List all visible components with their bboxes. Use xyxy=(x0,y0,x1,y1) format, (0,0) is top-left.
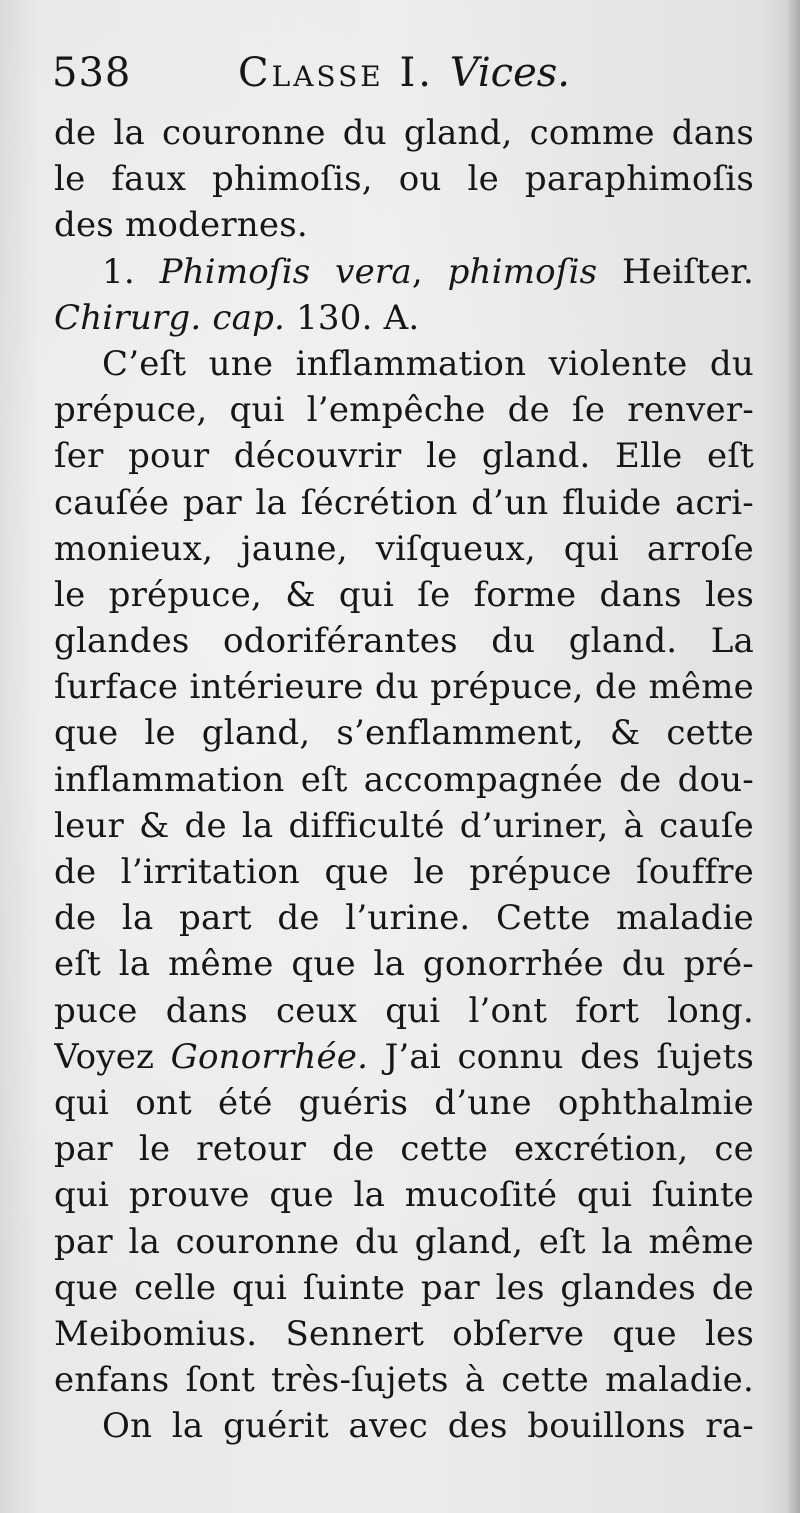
text-line: inflammation eſt accompagnée de dou- xyxy=(54,759,754,800)
citation-ref: 130. A. xyxy=(285,297,420,338)
text-line: le faux phimoſis, ou le paraphimoſis xyxy=(54,159,754,200)
text-line: prépuce, qui l’empêche de ſe renver- xyxy=(54,390,754,431)
numbered-item: 1. xyxy=(102,251,160,292)
text-line: que le gland, s’enflamment, & cette xyxy=(54,713,754,754)
text-line: Meibomius. Sennert obſerve que les xyxy=(54,1313,754,1354)
text-line-voyez xyxy=(54,1034,754,1080)
text-line: puce dans ceux qui l’ont fort long. xyxy=(54,990,754,1031)
text-line: qui prouve que la mucoſité qui ſuinte xyxy=(54,1175,754,1216)
latin-term: phimoſis xyxy=(447,251,598,292)
text-line: enfans ſont très-ſujets à cette maladie. xyxy=(54,1360,754,1401)
text-line: On la guérit avec des bouillons ra- xyxy=(102,1406,754,1447)
text-line: eſt la même que la gonorrhée du pré- xyxy=(54,944,754,985)
text-line: de l’irritation que le prépuce ſouffre xyxy=(54,852,754,892)
citation-work: Chirurg. cap. xyxy=(54,297,286,338)
text-line: glandes odoriférantes du gland. La xyxy=(54,621,754,662)
text-line: leur & de la difficulté d’uriner, à cauſe xyxy=(54,805,754,846)
text-fragment: J’ai connu des ſujets xyxy=(368,1036,754,1077)
text-line-citation xyxy=(54,295,754,341)
text-line: de la part de l’urine. Cette maladie xyxy=(54,898,754,939)
text-fragment: Heiſter. xyxy=(597,251,754,292)
text-fragment: , xyxy=(411,251,448,292)
text-line: ſurface intérieure du prépuce, de même xyxy=(54,667,754,708)
text-line: par la couronne du gland, eſt la même xyxy=(54,1221,754,1262)
text-line: monieux, jaune, viſqueux, qui arroſe xyxy=(54,528,754,569)
body-text xyxy=(54,110,754,1449)
text-line: C’eſt une inflammation violente du xyxy=(102,343,754,384)
text-line: qui ont été guéris d’une ophthalmie xyxy=(54,1082,754,1123)
text-line: des modernes. xyxy=(54,205,308,246)
text-line: cauſée par la ſécrétion d’un fluide acri- xyxy=(54,482,754,523)
running-head-vices: Vices. xyxy=(449,50,570,96)
text-line: le prépuce, & qui ſe forme dans les xyxy=(54,574,754,615)
text-line-phimosis-heading xyxy=(54,249,754,295)
text-line: que celle qui ſuinte par les glandes de xyxy=(54,1267,754,1308)
text-line: ſer pour découvrir le gland. Elle eſt xyxy=(54,436,754,477)
page-number: 538 xyxy=(52,50,132,96)
text-fragment: Voyez xyxy=(54,1036,171,1077)
cross-reference: Gonorrhée. xyxy=(170,1036,369,1077)
running-head xyxy=(238,50,570,96)
page-edge-shadow xyxy=(786,0,800,1513)
latin-term: Phimoſis vera xyxy=(159,251,412,292)
text-line: de la couronne du gland, comme dans xyxy=(54,113,754,153)
running-head-classe: Classe I. xyxy=(238,50,434,96)
text-line: par le retour de cette excrétion, ce xyxy=(54,1129,754,1170)
page-header xyxy=(52,50,752,110)
